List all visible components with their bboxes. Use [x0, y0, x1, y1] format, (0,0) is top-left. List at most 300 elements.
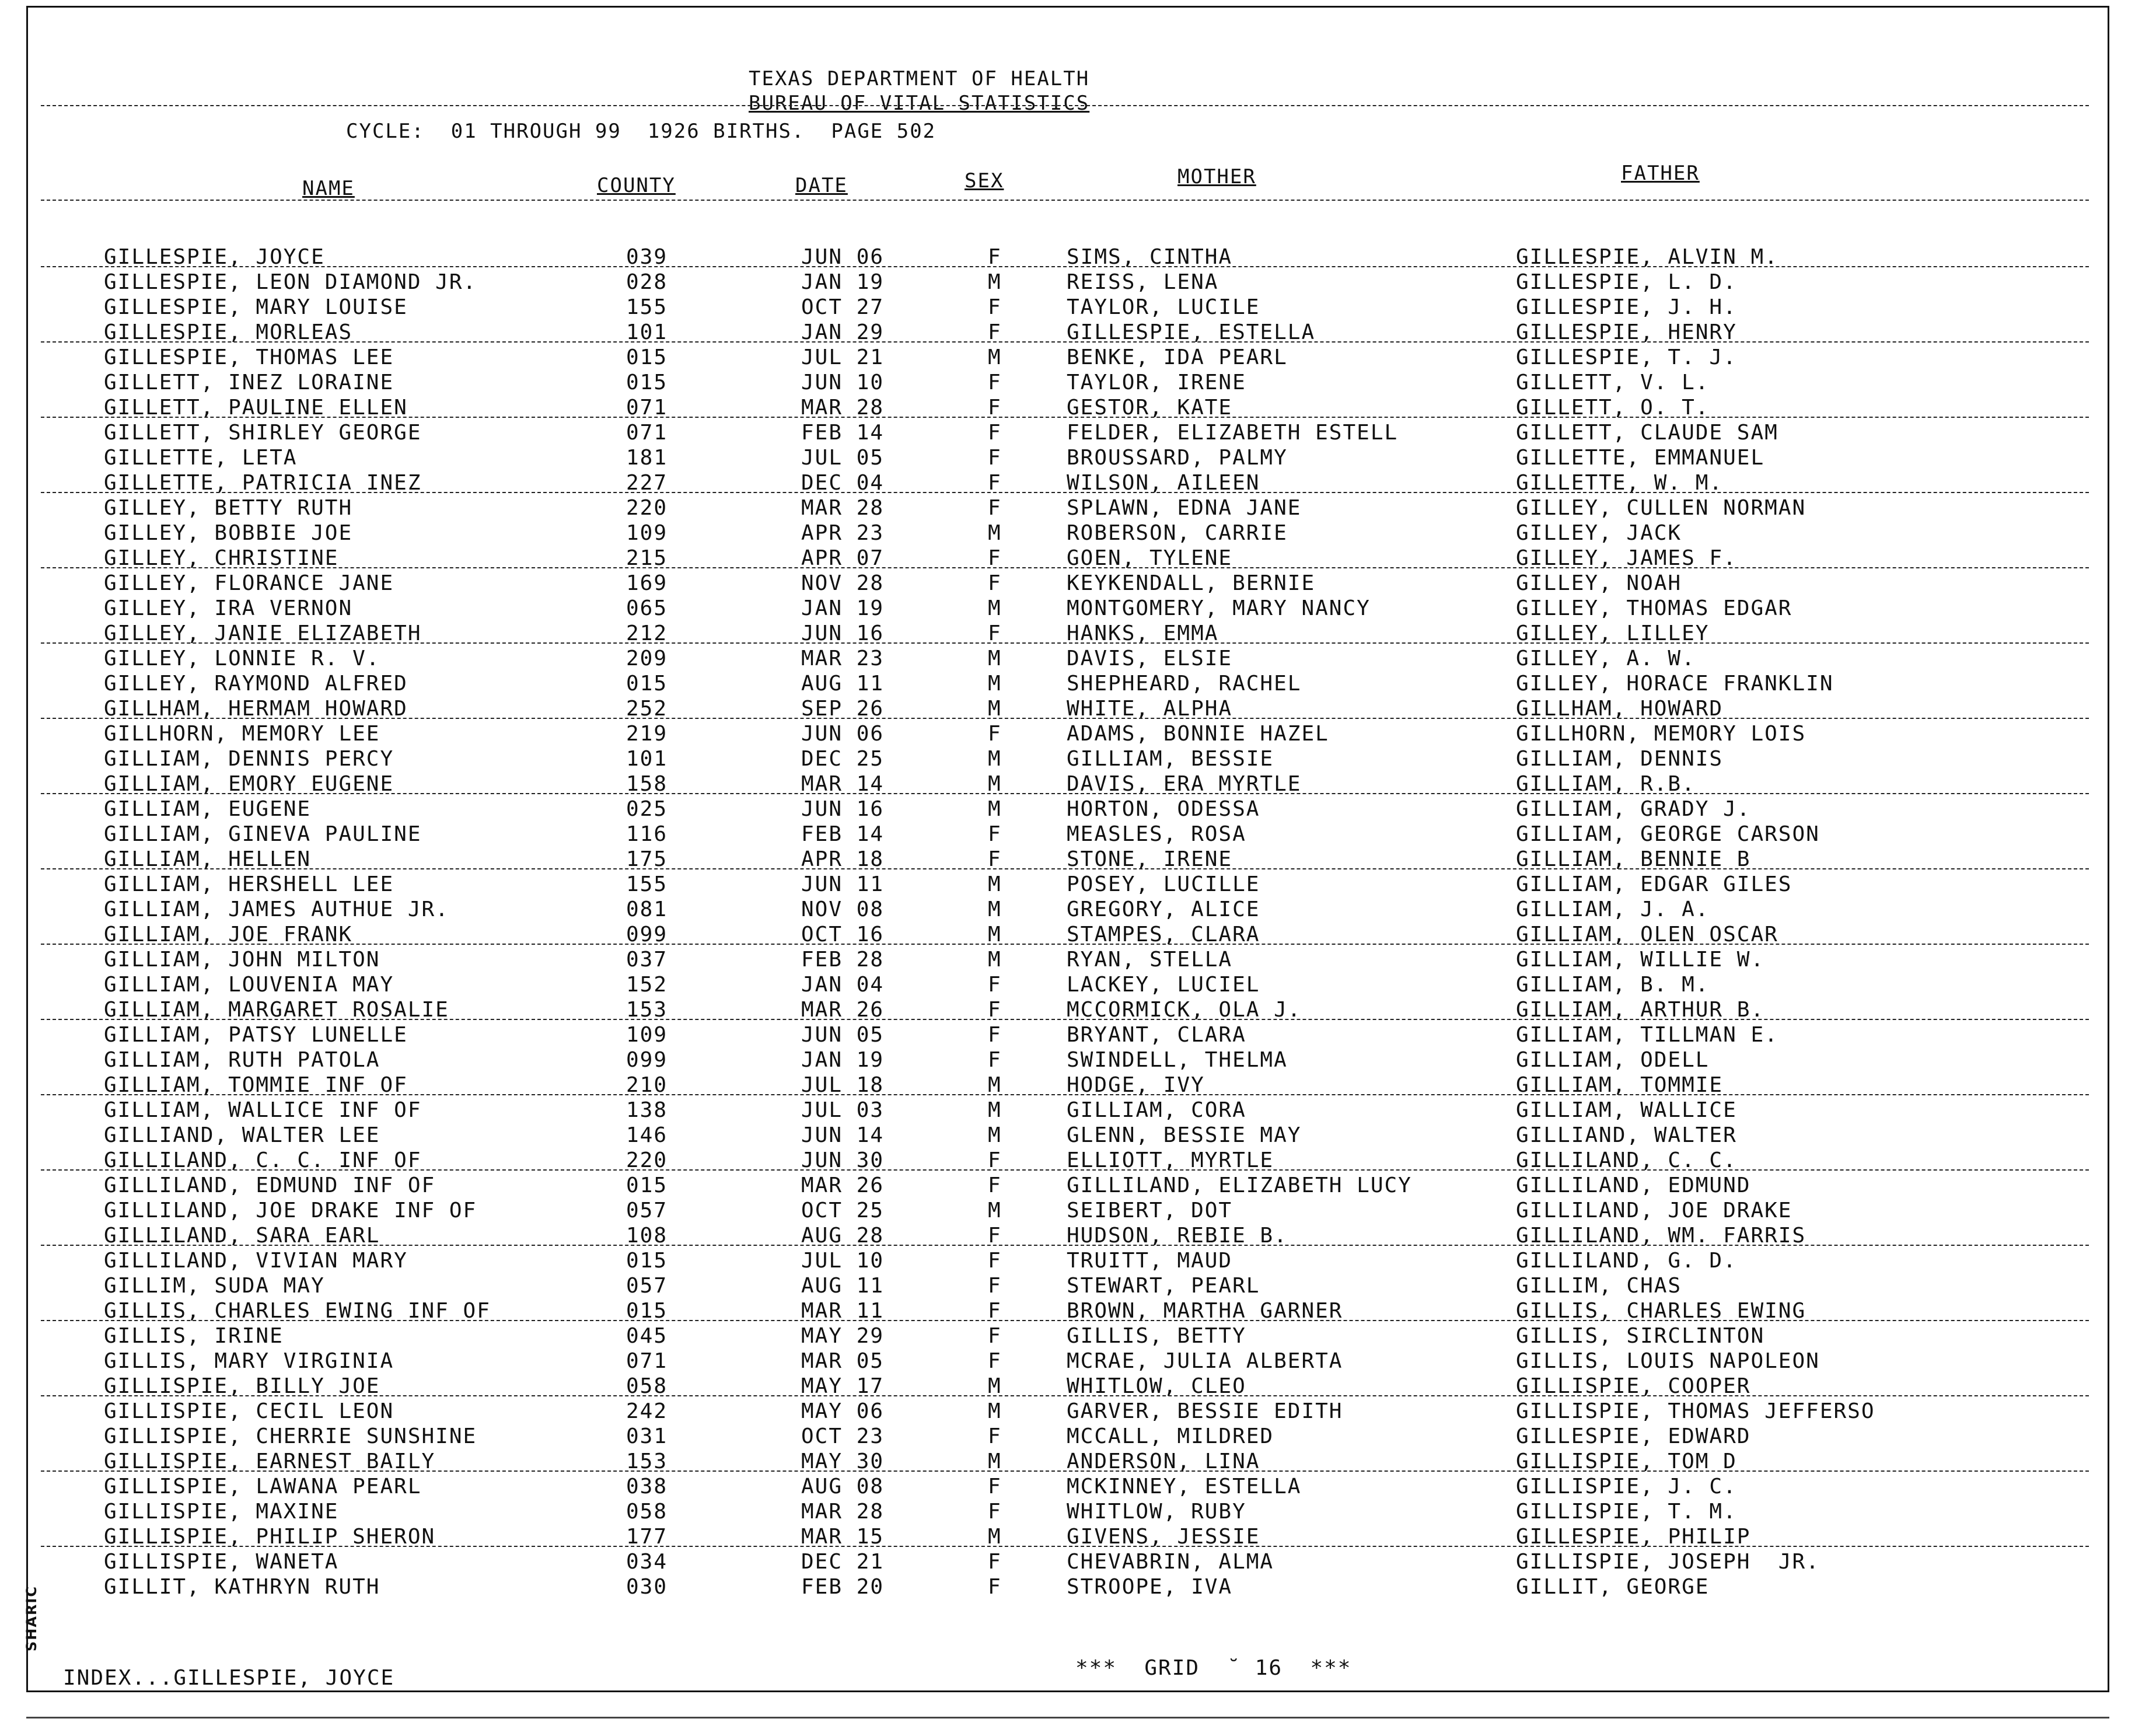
cell-sex: F	[988, 1575, 1002, 1599]
sharic-stamp: SHARIC	[23, 1585, 40, 1651]
cell-sex: M	[988, 1399, 1002, 1423]
cell-father: GILLISPIE, COOPER	[1516, 1374, 1751, 1398]
cell-sex: F	[988, 847, 1002, 871]
cell-name: GILLIAM, JOHN MILTON	[104, 948, 380, 972]
cell-mother: KEYKENDALL, BERNIE	[1067, 571, 1316, 595]
cell-mother: MCCORMICK, OLA J.	[1067, 998, 1302, 1022]
cell-sex: M	[988, 872, 1002, 896]
cell-date: MAR 14	[801, 772, 885, 796]
cell-mother: ANDERSON, LINA	[1067, 1449, 1260, 1473]
table-row	[0, 897, 2101, 923]
cell-county: 242	[626, 1399, 668, 1423]
cell-county: 038	[626, 1475, 668, 1499]
col-header-name: NAME	[302, 177, 355, 200]
cell-date: MAR 28	[801, 396, 885, 420]
cell-sex: M	[988, 923, 1002, 946]
cell-sex: F	[988, 621, 1002, 645]
cell-sex: M	[988, 1449, 1002, 1473]
cell-father: GILLILAND, G. D.	[1516, 1249, 1737, 1273]
cell-father: GILLIAM, GRADY J.	[1516, 797, 1751, 821]
row-separator	[41, 868, 2089, 869]
cell-date: FEB 20	[801, 1575, 885, 1599]
cell-father: GILLESPIE, L. D.	[1516, 270, 1737, 294]
col-header-date: DATE	[795, 174, 848, 197]
cell-mother: MCRAE, JULIA ALBERTA	[1067, 1349, 1343, 1373]
table-row	[0, 1249, 2101, 1274]
cell-date: JUN 10	[801, 371, 885, 394]
table-row	[0, 1173, 2101, 1199]
cell-sex: M	[988, 1374, 1002, 1398]
cell-sex: F	[988, 1173, 1002, 1197]
cell-father: GILLIAM, TOMMIE	[1516, 1073, 1724, 1097]
cell-mother: WHITLOW, RUBY	[1067, 1500, 1246, 1524]
cell-county: 031	[626, 1424, 668, 1448]
cell-sex: F	[988, 421, 1002, 445]
cell-date: APR 23	[801, 521, 885, 545]
cell-county: 071	[626, 396, 668, 420]
cell-sex: F	[988, 1349, 1002, 1373]
cell-name: GILLILAND, EDMUND INF OF	[104, 1173, 436, 1197]
cell-date: JUL 03	[801, 1098, 885, 1122]
cell-name: GILLISPIE, EARNEST BAILY	[104, 1449, 436, 1473]
cell-father: GILLIAM, TILLMAN E.	[1516, 1023, 1778, 1047]
cell-county: 099	[626, 1048, 668, 1072]
cell-county: 155	[626, 872, 668, 896]
cell-mother: MEASLES, ROSA	[1067, 822, 1246, 846]
cell-county: 219	[626, 722, 668, 746]
cell-father: GILLIAM, R.B.	[1516, 772, 1696, 796]
cell-date: MAY 06	[801, 1399, 885, 1423]
cell-mother: TRUITT, MAUD	[1067, 1249, 1233, 1273]
table-row	[0, 371, 2101, 396]
row-separator	[41, 1094, 2089, 1095]
cell-sex: F	[988, 245, 1002, 269]
cell-father: GILLISPIE, T. M.	[1516, 1500, 1737, 1524]
cell-sex: F	[988, 973, 1002, 997]
cell-mother: TAYLOR, IRENE	[1067, 371, 1246, 394]
cell-mother: GILLILAND, ELIZABETH LUCY	[1067, 1173, 1412, 1197]
table-row	[0, 747, 2101, 773]
table-row	[0, 672, 2101, 697]
cell-date: JUN 05	[801, 1023, 885, 1047]
cell-date: DEC 04	[801, 471, 885, 495]
cell-name: GILLILAND, JOE DRAKE INF OF	[104, 1199, 477, 1222]
cell-name: GILLIAM, RUTH PATOLA	[104, 1048, 380, 1072]
cell-mother: STONE, IRENE	[1067, 847, 1233, 871]
cell-father: GILLEY, A. W.	[1516, 647, 1696, 670]
cell-date: AUG 28	[801, 1224, 885, 1248]
cell-name: GILLIS, IRINE	[104, 1324, 284, 1348]
row-separator	[41, 642, 2089, 644]
cell-county: 015	[626, 345, 668, 369]
cell-name: GILLIAND, WALTER LEE	[104, 1123, 380, 1147]
table-row	[0, 1575, 2101, 1601]
table-row	[0, 521, 2101, 547]
row-separator	[41, 1169, 2089, 1171]
cell-mother: RYAN, STELLA	[1067, 948, 1233, 972]
table-row	[0, 822, 2101, 848]
cell-mother: GREGORY, ALICE	[1067, 897, 1260, 921]
cell-father: GILLIS, CHARLES EWING	[1516, 1299, 1806, 1323]
cell-sex: F	[988, 1475, 1002, 1499]
cell-county: 155	[626, 295, 668, 319]
cell-father: GILLEY, JAMES F.	[1516, 546, 1737, 570]
cell-date: SEP 26	[801, 697, 885, 721]
cell-name: GILLILAND, VIVIAN MARY	[104, 1249, 408, 1273]
cell-father: GILLIAM, BENNIE B	[1516, 847, 1751, 871]
cell-name: GILLIAM, EUGENE	[104, 797, 312, 821]
cell-date: OCT 27	[801, 295, 885, 319]
row-separator	[41, 793, 2089, 794]
cell-name: GILLIM, SUDA MAY	[104, 1274, 325, 1298]
cell-name: GILLIAM, MARGARET ROSALIE	[104, 998, 449, 1022]
cell-date: AUG 08	[801, 1475, 885, 1499]
cell-sex: M	[988, 1123, 1002, 1147]
row-separator	[41, 341, 2089, 343]
row-separator	[41, 1546, 2089, 1547]
cell-sex: M	[988, 772, 1002, 796]
cell-county: 065	[626, 596, 668, 620]
row-separator	[41, 1245, 2089, 1246]
cell-father: GILLILAND, JOE DRAKE	[1516, 1199, 1792, 1222]
cell-father: GILLEY, THOMAS EDGAR	[1516, 596, 1792, 620]
cell-sex: M	[988, 1525, 1002, 1549]
cell-mother: BENKE, IDA PEARL	[1067, 345, 1288, 369]
cell-father: GILLIAM, DENNIS	[1516, 747, 1724, 771]
cell-name: GILLIS, CHARLES EWING INF OF	[104, 1299, 491, 1323]
cell-father: GILLEY, LILLEY	[1516, 621, 1710, 645]
cell-name: GILLEY, BETTY RUTH	[104, 496, 353, 520]
cell-mother: GILLIAM, BESSIE	[1067, 747, 1274, 771]
cell-mother: GIVENS, JESSIE	[1067, 1525, 1260, 1549]
cell-name: GILLISPIE, CECIL LEON	[104, 1399, 394, 1423]
cell-name: GILLEY, RAYMOND ALFRED	[104, 672, 408, 696]
cell-date: FEB 28	[801, 948, 885, 972]
cell-county: 109	[626, 521, 668, 545]
cell-date: DEC 25	[801, 747, 885, 771]
cell-name: GILLIAM, TOMMIE INF OF	[104, 1073, 408, 1097]
cell-name: GILLIAM, WALLICE INF OF	[104, 1098, 422, 1122]
cell-date: MAR 28	[801, 496, 885, 520]
cell-name: GILLIAM, EMORY EUGENE	[104, 772, 394, 796]
cell-date: JAN 29	[801, 320, 885, 344]
table-row	[0, 1349, 2101, 1375]
cell-name: GILLIAM, JOE FRANK	[104, 923, 353, 946]
cell-father: GILLETTE, W. M.	[1516, 471, 1724, 495]
cell-county: 138	[626, 1098, 668, 1122]
row-separator	[41, 718, 2089, 719]
cell-sex: F	[988, 396, 1002, 420]
department-title: TEXAS DEPARTMENT OF HEALTH	[749, 67, 1090, 90]
cell-mother: GILLESPIE, ESTELLA	[1067, 320, 1316, 344]
cell-father: GILLISPIE, J. C.	[1516, 1475, 1737, 1499]
cell-name: GILLIAM, LOUVENIA MAY	[104, 973, 394, 997]
cell-date: OCT 23	[801, 1424, 885, 1448]
cell-father: GILLILAND, EDMUND	[1516, 1173, 1751, 1197]
cell-date: JUL 05	[801, 446, 885, 470]
cell-county: 071	[626, 421, 668, 445]
grid-footer: *** GRID ˘ 16 ***	[1075, 1656, 1352, 1680]
cell-county: 215	[626, 546, 668, 570]
table-row	[0, 722, 2101, 748]
cell-county: 152	[626, 973, 668, 997]
cell-father: GILLESPIE, J. H.	[1516, 295, 1737, 319]
cell-date: JUN 06	[801, 245, 885, 269]
cell-date: FEB 14	[801, 822, 885, 846]
cell-date: MAR 23	[801, 647, 885, 670]
cell-date: APR 07	[801, 546, 885, 570]
cell-date: MAR 26	[801, 998, 885, 1022]
cell-name: GILLHORN, MEMORY LEE	[104, 722, 380, 746]
cell-name: GILLISPIE, BILLY JOE	[104, 1374, 380, 1398]
cell-county: 015	[626, 1299, 668, 1323]
cell-county: 212	[626, 621, 668, 645]
table-row	[0, 1123, 2101, 1149]
cell-sex: M	[988, 1073, 1002, 1097]
cell-sex: F	[988, 295, 1002, 319]
cell-father: GILLETTE, EMMANUEL	[1516, 446, 1765, 470]
cell-mother: BROUSSARD, PALMY	[1067, 446, 1288, 470]
cell-name: GILLEY, CHRISTINE	[104, 546, 339, 570]
cell-county: 058	[626, 1374, 668, 1398]
cell-mother: HODGE, IVY	[1067, 1073, 1205, 1097]
cell-name: GILLETT, PAULINE ELLEN	[104, 396, 408, 420]
table-row	[0, 1098, 2101, 1124]
table-row	[0, 1199, 2101, 1224]
table-row	[0, 948, 2101, 973]
cell-sex: F	[988, 1274, 1002, 1298]
cell-sex: F	[988, 1224, 1002, 1248]
cell-county: 025	[626, 797, 668, 821]
cell-mother: WILSON, AILEEN	[1067, 471, 1260, 495]
cell-mother: GOEN, TYLENE	[1067, 546, 1233, 570]
cell-mother: ADAMS, BONNIE HAZEL	[1067, 722, 1329, 746]
cell-county: 030	[626, 1575, 668, 1599]
cell-sex: F	[988, 1048, 1002, 1072]
table-row	[0, 973, 2101, 998]
cell-name: GILLESPIE, LEON DIAMOND JR.	[104, 270, 477, 294]
cell-county: 220	[626, 1148, 668, 1172]
cell-county: 071	[626, 1349, 668, 1373]
cell-mother: BROWN, MARTHA GARNER	[1067, 1299, 1343, 1323]
cell-mother: TAYLOR, LUCILE	[1067, 295, 1260, 319]
table-row	[0, 270, 2101, 296]
col-header-county: COUNTY	[597, 174, 676, 197]
cell-sex: F	[988, 1500, 1002, 1524]
cell-county: 252	[626, 697, 668, 721]
cell-county: 101	[626, 320, 668, 344]
cell-father: GILLIAM, B. M.	[1516, 973, 1710, 997]
cell-mother: SPLAWN, EDNA JANE	[1067, 496, 1302, 520]
cell-name: GILLETTE, LETA	[104, 446, 298, 470]
cell-date: MAY 29	[801, 1324, 885, 1348]
cell-date: APR 18	[801, 847, 885, 871]
cell-name: GILLESPIE, MARY LOUISE	[104, 295, 408, 319]
cell-sex: F	[988, 998, 1002, 1022]
cell-father: GILLIAM, J. A.	[1516, 897, 1710, 921]
table-row	[0, 1324, 2101, 1350]
cell-date: MAY 30	[801, 1449, 885, 1473]
cell-county: 209	[626, 647, 668, 670]
cell-county: 015	[626, 371, 668, 394]
cell-sex: M	[988, 1199, 1002, 1222]
table-row	[0, 1424, 2101, 1450]
cell-mother: SIMS, CINTHA	[1067, 245, 1233, 269]
cell-county: 146	[626, 1123, 668, 1147]
cell-date: JUN 30	[801, 1148, 885, 1172]
bureau-title: BUREAU OF VITAL STATISTICS	[749, 92, 1090, 115]
cell-mother: POSEY, LUCILLE	[1067, 872, 1260, 896]
cell-father: GILLIAM, ODELL	[1516, 1048, 1710, 1072]
cell-mother: SEIBERT, DOT	[1067, 1199, 1233, 1222]
cell-county: 057	[626, 1199, 668, 1222]
table-row	[0, 496, 2101, 522]
cell-father: GILLEY, CULLEN NORMAN	[1516, 496, 1806, 520]
cell-father: GILLIAM, WALLICE	[1516, 1098, 1737, 1122]
cell-mother: GARVER, BESSIE EDITH	[1067, 1399, 1343, 1423]
cell-county: 153	[626, 998, 668, 1022]
cell-county: 028	[626, 270, 668, 294]
cell-sex: F	[988, 546, 1002, 570]
cell-father: GILLIAM, WILLIE W.	[1516, 948, 1765, 972]
cell-sex: F	[988, 320, 1002, 344]
cell-mother: CHEVABRIN, ALMA	[1067, 1550, 1274, 1574]
cell-sex: M	[988, 270, 1002, 294]
cell-mother: WHITLOW, CLEO	[1067, 1374, 1246, 1398]
cell-father: GILLIS, LOUIS NAPOLEON	[1516, 1349, 1820, 1373]
cell-father: GILLIAM, ARTHUR B.	[1516, 998, 1765, 1022]
cell-date: JUL 18	[801, 1073, 885, 1097]
cell-name: GILLISPIE, PHILIP SHERON	[104, 1525, 436, 1549]
cell-father: GILLESPIE, PHILIP	[1516, 1525, 1751, 1549]
cell-sex: F	[988, 1299, 1002, 1323]
cell-mother: GILLIS, BETTY	[1067, 1324, 1246, 1348]
table-row	[0, 647, 2101, 672]
cell-mother: DAVIS, ERA MYRTLE	[1067, 772, 1302, 796]
row-separator	[41, 492, 2089, 493]
table-row	[0, 446, 2101, 471]
cell-father: GILLISPIE, THOMAS JEFFERSO	[1516, 1399, 1875, 1423]
cell-name: GILLEY, FLORANCE JANE	[104, 571, 394, 595]
cell-date: JUL 10	[801, 1249, 885, 1273]
cell-name: GILLISPIE, WANETA	[104, 1550, 339, 1574]
cell-sex: F	[988, 571, 1002, 595]
table-row	[0, 1399, 2101, 1425]
cell-father: GILLEY, JACK	[1516, 521, 1682, 545]
cell-mother: ELLIOTT, MYRTLE	[1067, 1148, 1274, 1172]
cell-date: OCT 16	[801, 923, 885, 946]
cell-sex: M	[988, 747, 1002, 771]
cell-name: GILLIAM, GINEVA PAULINE	[104, 822, 422, 846]
cell-county: 037	[626, 948, 668, 972]
cell-county: 034	[626, 1550, 668, 1574]
cell-name: GILLEY, BOBBIE JOE	[104, 521, 353, 545]
cell-mother: MCKINNEY, ESTELLA	[1067, 1475, 1302, 1499]
table-row	[0, 1475, 2101, 1500]
cell-name: GILLIAM, PATSY LUNELLE	[104, 1023, 408, 1047]
cell-date: NOV 08	[801, 897, 885, 921]
cell-mother: BRYANT, CLARA	[1067, 1023, 1246, 1047]
cell-date: DEC 21	[801, 1550, 885, 1574]
cell-county: 015	[626, 672, 668, 696]
cell-mother: STEWART, PEARL	[1067, 1274, 1260, 1298]
cell-name: GILLEY, IRA VERNON	[104, 596, 353, 620]
cell-name: GILLESPIE, THOMAS LEE	[104, 345, 394, 369]
cell-sex: M	[988, 596, 1002, 620]
col-header-father: FATHER	[1621, 162, 1700, 185]
cell-date: JUN 16	[801, 621, 885, 645]
cell-mother: SHEPHEARD, RACHEL	[1067, 672, 1302, 696]
cell-county: 158	[626, 772, 668, 796]
cell-father: GILLISPIE, TOM D	[1516, 1449, 1737, 1473]
cell-sex: F	[988, 1249, 1002, 1273]
cell-sex: F	[988, 496, 1002, 520]
cell-name: GILLETT, SHIRLEY GEORGE	[104, 421, 422, 445]
cell-father: GILLEY, NOAH	[1516, 571, 1682, 595]
table-row	[0, 345, 2101, 371]
cell-sex: F	[988, 1550, 1002, 1574]
table-row	[0, 872, 2101, 898]
cell-name: GILLILAND, SARA EARL	[104, 1224, 380, 1248]
cell-county: 116	[626, 822, 668, 846]
table-row	[0, 1500, 2101, 1525]
cell-father: GILLIT, GEORGE	[1516, 1575, 1710, 1599]
cell-county: 101	[626, 747, 668, 771]
cell-county: 109	[626, 1023, 668, 1047]
cell-county: 210	[626, 1073, 668, 1097]
cell-date: JAN 19	[801, 1048, 885, 1072]
cell-father: GILLESPIE, ALVIN M.	[1516, 245, 1778, 269]
cell-date: AUG 11	[801, 1274, 885, 1298]
row-separator	[41, 944, 2089, 945]
cell-mother: GLENN, BESSIE MAY	[1067, 1123, 1302, 1147]
cell-sex: F	[988, 371, 1002, 394]
cell-father: GILLIAND, WALTER	[1516, 1123, 1737, 1147]
cell-mother: HUDSON, REBIE B.	[1067, 1224, 1288, 1248]
cell-date: NOV 28	[801, 571, 885, 595]
cell-sex: M	[988, 797, 1002, 821]
row-separator	[41, 567, 2089, 568]
cell-sex: F	[988, 1324, 1002, 1348]
cell-father: GILLIAM, GEORGE CARSON	[1516, 822, 1820, 846]
table-row	[0, 1274, 2101, 1300]
cell-date: JUN 06	[801, 722, 885, 746]
cell-sex: F	[988, 822, 1002, 846]
cell-sex: M	[988, 897, 1002, 921]
cell-name: GILLEY, LONNIE R. V.	[104, 647, 380, 670]
cell-date: AUG 11	[801, 672, 885, 696]
table-row	[0, 1023, 2101, 1049]
cell-name: GILLIT, KATHRYN RUTH	[104, 1575, 380, 1599]
cell-date: MAR 05	[801, 1349, 885, 1373]
cell-father: GILLIAM, EDGAR GILES	[1516, 872, 1792, 896]
cell-sex: F	[988, 722, 1002, 746]
row-separator	[41, 1019, 2089, 1020]
cell-date: FEB 14	[801, 421, 885, 445]
table-row	[0, 1048, 2101, 1074]
cell-date: JUN 14	[801, 1123, 885, 1147]
cell-mother: ROBERSON, CARRIE	[1067, 521, 1288, 545]
cell-name: GILLETTE, PATRICIA INEZ	[104, 471, 422, 495]
cell-date: MAY 17	[801, 1374, 885, 1398]
cell-mother: MCCALL, MILDRED	[1067, 1424, 1274, 1448]
cell-father: GILLHAM, HOWARD	[1516, 697, 1724, 721]
cell-name: GILLISPIE, CHERRIE SUNSHINE	[104, 1424, 477, 1448]
cell-county: 045	[626, 1324, 668, 1348]
cell-sex: F	[988, 1148, 1002, 1172]
cell-county: 169	[626, 571, 668, 595]
cell-mother: STAMPES, CLARA	[1067, 923, 1260, 946]
